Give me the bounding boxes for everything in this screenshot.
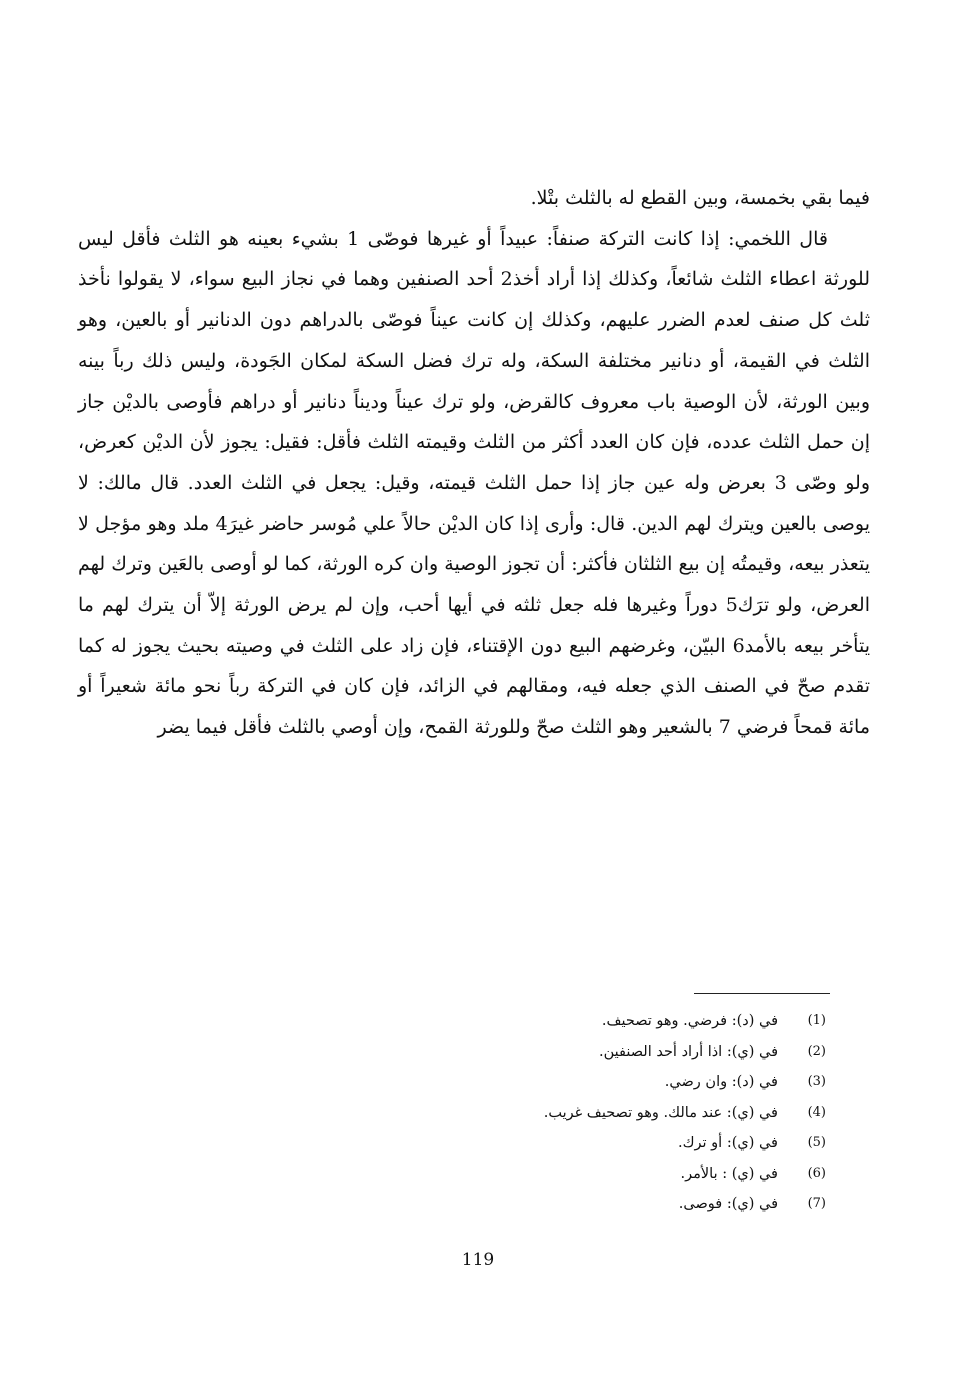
footnote-item [126,1159,826,1190]
footnote-number: (2) [807,1043,826,1059]
footnotes-list [126,1006,826,1220]
footnote-item [126,1037,826,1068]
footnote-item [126,1067,826,1098]
footnote-text: في (د): وان رضي. [664,1074,778,1090]
footnote-item [126,1128,826,1159]
footnote-item [126,1006,826,1037]
footnote-item [126,1189,826,1220]
page-number: 119 [461,1250,495,1270]
footnote-number: (4) [807,1104,826,1120]
footnote-text: في (ي) : بالأمر. [680,1165,778,1182]
footnote-number: (6) [807,1165,826,1181]
footnote-number: (1) [807,1013,826,1028]
footnote-number: (5) [807,1135,826,1150]
footnote-text: في (ي): أو ترك. [677,1135,778,1151]
main-paragraph: قال اللخمي: إذا كانت التركة صنفاً: عبيداً أو غيرها فوصّى 1 بشيء بعينه هو الثلث فأقل ليس للورثة اعطاء الثلث شائعاً، وكذلك إذا أراد أخذ2 أحد الصنفين وهما في نجاز البيع سواء، لا يقولوا نأخذ ثلث كل صنف لعدم الضرر عليهم، وكذلك إن كانت عيناً فوصّى بالدراهم دون الدنانير أو بالعين، وهو الثلث في القيمة، أو دنانير مختلفة السكة، وله ترك فضل السكة لمكان الجَودة، وليس ذلك رباً بينه وبين الورثة، لأن الوصية باب معروف كالقرض، ولو ترك عيناً وديناً دنانير أو دراهم فأوصى بالديْن جاز إن حمل الثلث عدده، فإن كان العدد أكثر من الثلث وقيمته الثلث فأقل: فقيل: يجوز لأن الديْن كعرض، ولو وصّى 3 بعرض وله عين جاز إذا حمل الثلث قيمته، وقيل: يجعل في الثلث العدد. قال مالك: لا يوصى بالعين ويترك لهم الدين. قال: وأرى إذا كان الديْن حالاً علي مُوسر حاضر غيرَ4 ملد وهو مؤجل لا يتعذر بيعه، وقيمتُه إن بيع الثلثان فأكثر: أن تجوز الوصية وان كره الورثة، كما لو أوصى بالعَين وترك لهم العرض، ولو ترَك5 دوراً وغيرها فله جعل ثلثه في أيها أحب، وإن لم يرض الورثة إلاّ أن يترك لهم ما يتأخر بيعه بالأمد6 البيّن، وغرضهم البيع دون الإقتناء، فإن زاد على الثلث في وصيته بحيث يجوز له كما تقدم صحّ في الصنف الذي جعله فيه، ومقالهم في الزائد، فإن كان في التركة رباً نحو مائة شعيراً أو مائة قمحاً فرضي 7 بالشعير وهو الثلث صحّ وللورثة القمح، وإن أوصي بالثلث فأقل فيما يضر [78,227,871,739]
footnote-item [126,1098,826,1129]
footnote-text: في (د): فرضي. وهو تصحيف. [601,1013,778,1029]
footnote-text: في (ي): عند مالك. وهو تصحيف غريب. [543,1104,778,1121]
footnote-separator [694,993,830,994]
footnote-text: في (ي): اذا أراد أحد الصنفين. [599,1043,778,1060]
footnote-text: في (ي): فوصى. [678,1196,778,1212]
footnote-number: (7) [807,1196,826,1211]
opening-line: فيما بقي بخمسة، وبين القطع له بالثلث بتْلا. [530,187,870,209]
main-text [78,178,870,748]
footnote-number: (3) [807,1074,826,1089]
